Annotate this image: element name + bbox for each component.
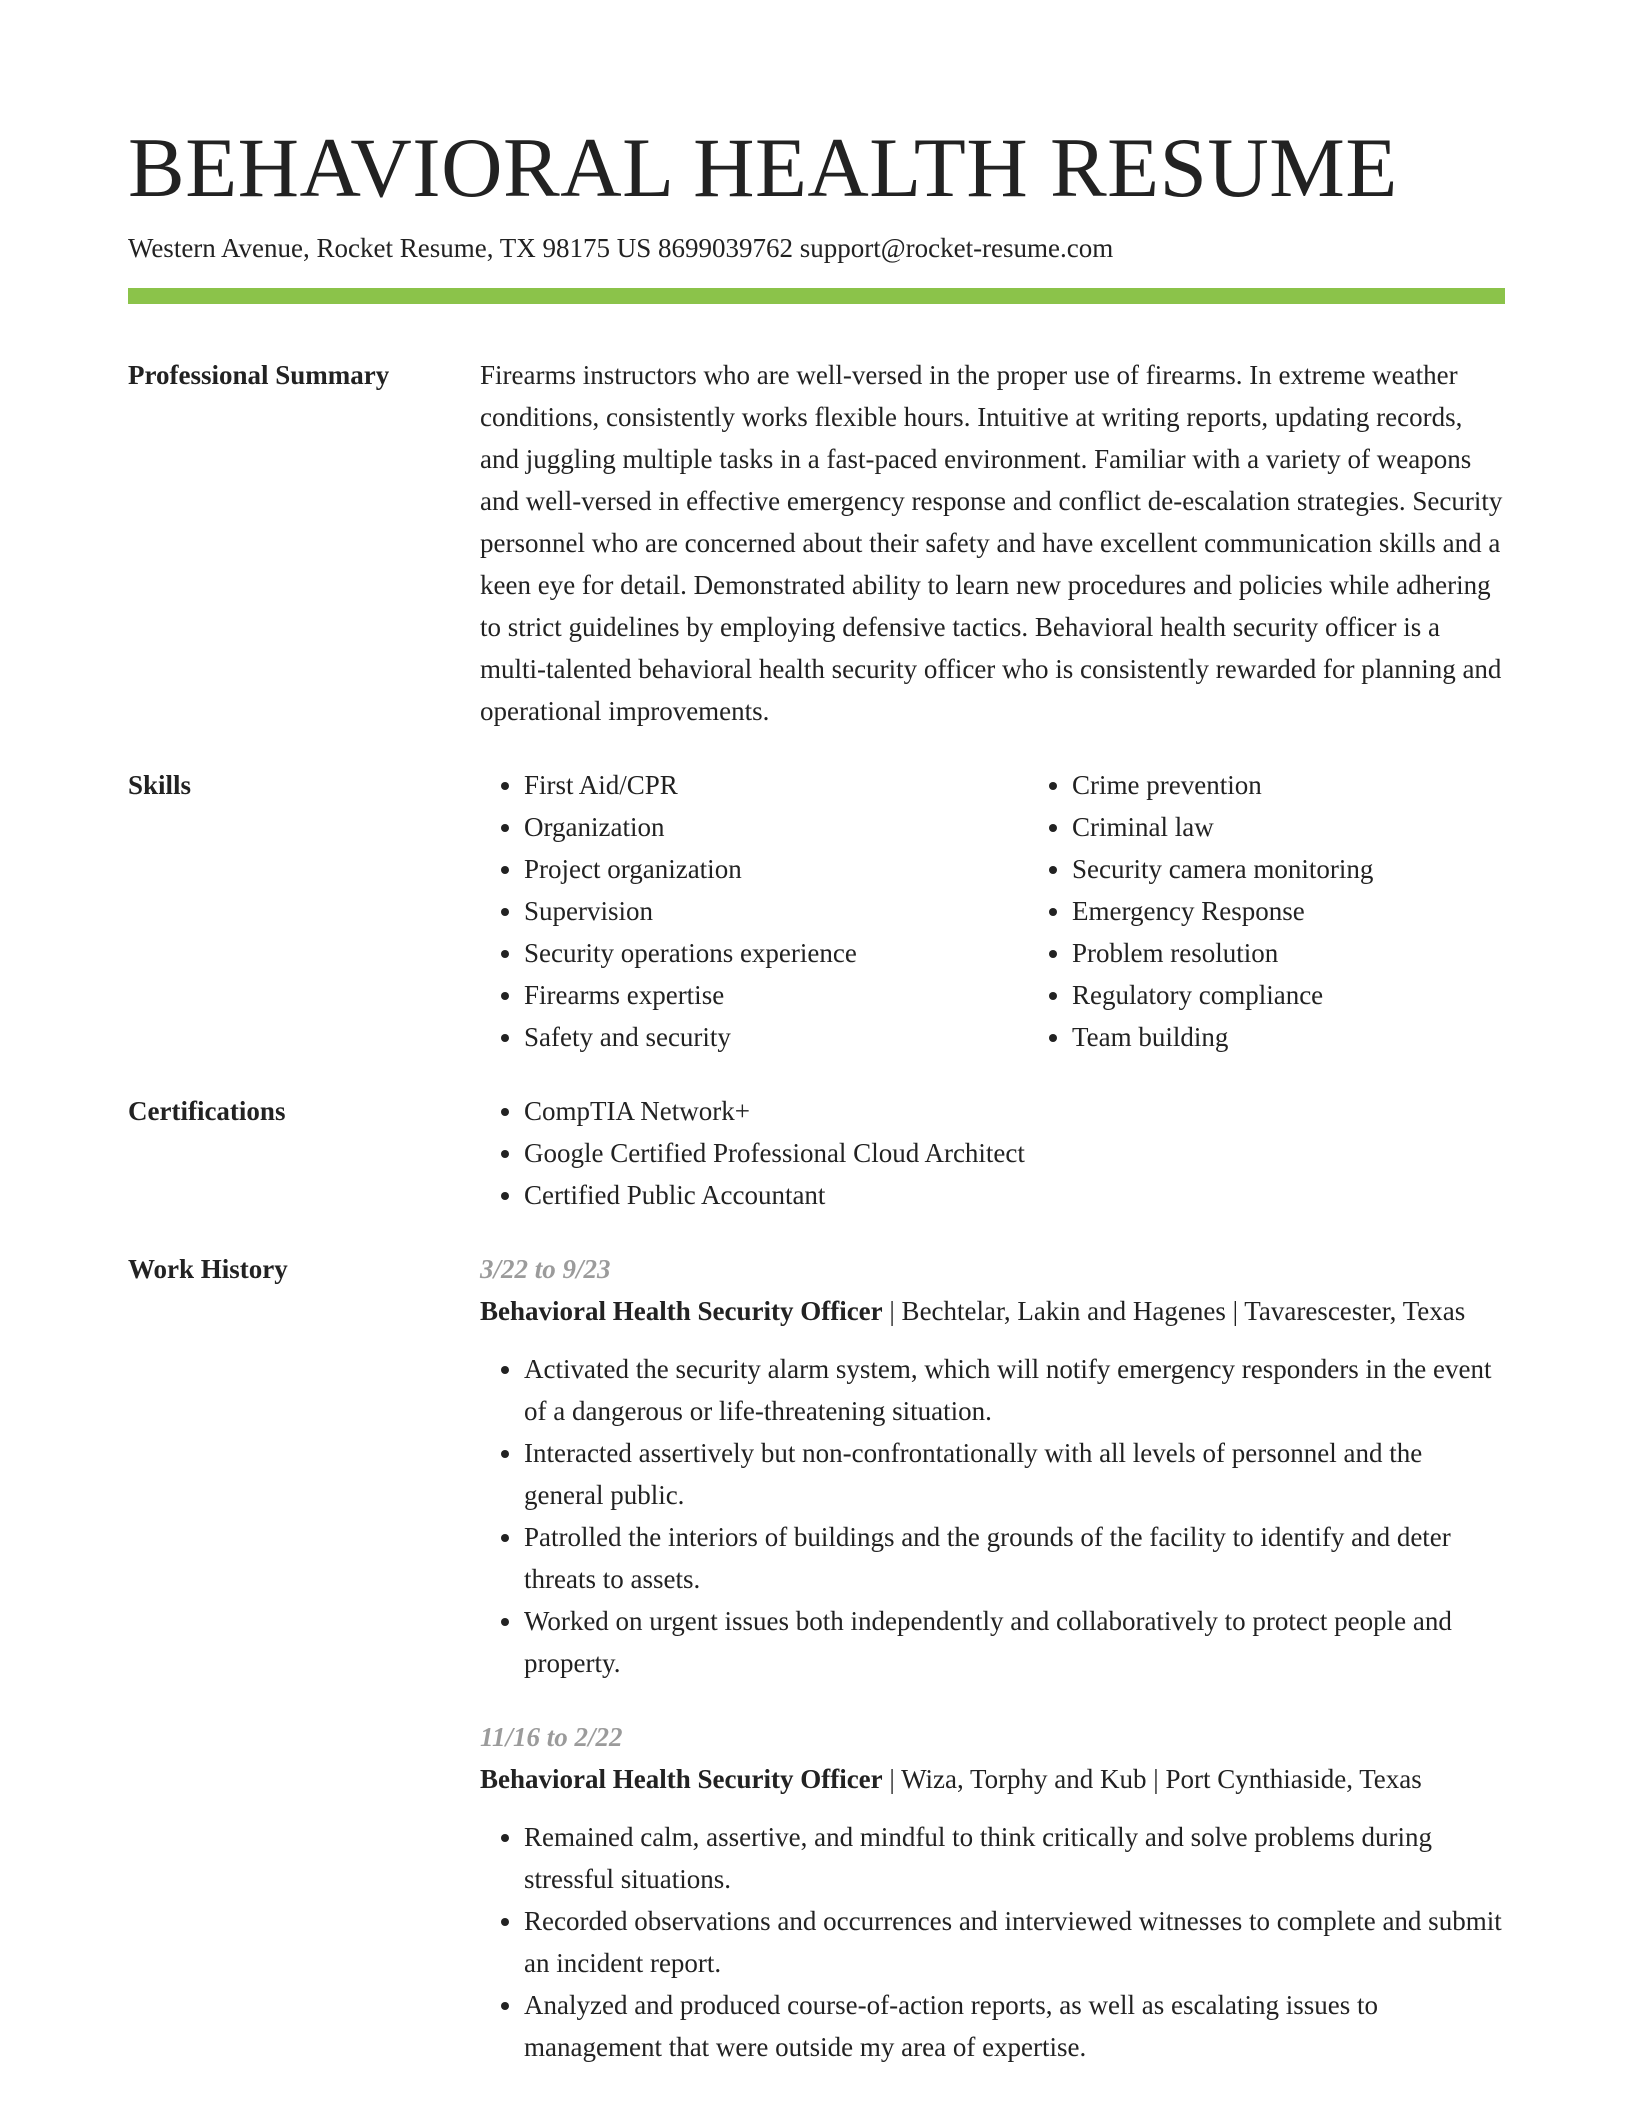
resume-page bbox=[128, 0, 1505, 2068]
skill-item: • Security operations experience bbox=[524, 932, 1028, 974]
job-details: | Bechtelar, Lakin and Hagenes | Tavarescester, Texas bbox=[882, 1296, 1466, 1326]
job-bullet: • Recorded observations and occurrences and interviewed witnesses to complete and submit an incident report. bbox=[524, 1900, 1505, 1984]
skills-columns bbox=[480, 764, 1576, 1058]
work-history-section bbox=[128, 1248, 1505, 2068]
skill-item: • Criminal law bbox=[1072, 806, 1576, 848]
job-title: Behavioral Health Security Officer bbox=[480, 1296, 883, 1326]
skill-item: • Team building bbox=[1072, 1016, 1576, 1058]
job-bullet: • Interacted assertively but non-confrontationally with all levels of personnel and the general public. bbox=[524, 1432, 1505, 1516]
skill-item: • Regulatory compliance bbox=[1072, 974, 1576, 1016]
skill-item: • Firearms expertise bbox=[524, 974, 1028, 1016]
skill-item: • Security camera monitoring bbox=[1072, 848, 1576, 890]
summary-section bbox=[128, 354, 1505, 732]
section-label-skills: Skills bbox=[128, 770, 192, 800]
work-history-body bbox=[480, 1248, 1505, 2068]
accent-divider bbox=[128, 288, 1505, 304]
certifications-list bbox=[480, 1090, 1505, 1216]
skill-item: • Emergency Response bbox=[1072, 890, 1576, 932]
job-dates: 11/16 to 2/22 bbox=[480, 1722, 623, 1752]
job-bullet: • Analyzed and produced course-of-action reports, as well as escalating issues to management that were outside my area of expertise. bbox=[524, 1984, 1505, 2068]
job-title: Behavioral Health Security Officer bbox=[480, 1764, 883, 1794]
certification-item: • Google Certified Professional Cloud Architect bbox=[524, 1132, 1505, 1174]
summary-text: Firearms instructors who are well-versed in the proper use of firearms. In extreme weather conditions, consistently works flexible hours. Intuitive at writing reports, updating records, and juggling multiple tasks in a fast-paced environment. Familiar with a variety of weapons and well-versed in effective emergency response and conflict de-escalation strategies. Security personnel who are concerned about their safety and have excellent communication skills and a keen eye for detail. Demonstrated ability to learn new procedures and policies while adhering to strict guidelines by employing defensive tactics. Behavioral health security officer is a multi-talented behavioral health security officer who is consistently rewarded for planning and operational improvements. bbox=[480, 360, 1503, 726]
skill-item: • Supervision bbox=[524, 890, 1028, 932]
certifications-body bbox=[480, 1090, 1505, 1216]
job-bullet: • Patrolled the interiors of buildings and the grounds of the facility to identify and deter threats to assets. bbox=[524, 1516, 1505, 1600]
certifications-section bbox=[128, 1090, 1505, 1216]
job-entry bbox=[480, 1716, 1505, 2068]
skills-list-left bbox=[480, 764, 1028, 1058]
skill-item: • Project organization bbox=[524, 848, 1028, 890]
job-bullet: • Remained calm, assertive, and mindful to think critically and solve problems during stressful situations. bbox=[524, 1816, 1505, 1900]
job-details: | Wiza, Torphy and Kub | Port Cynthiaside, Texas bbox=[882, 1764, 1422, 1794]
skills-list-right bbox=[1028, 764, 1576, 1058]
job-entry bbox=[480, 1248, 1505, 1684]
section-label-summary: Professional Summary bbox=[128, 360, 390, 390]
section-label-certifications: Certifications bbox=[128, 1096, 286, 1126]
job-bullets bbox=[480, 1816, 1505, 2068]
contact-line: Western Avenue, Rocket Resume, TX 98175 US 8699039762 support@rocket-resume.com bbox=[128, 233, 1114, 263]
certification-item: • Certified Public Accountant bbox=[524, 1174, 1505, 1216]
certification-item: • CompTIA Network+ bbox=[524, 1090, 1505, 1132]
job-bullets bbox=[480, 1348, 1505, 1684]
job-heading bbox=[480, 1758, 1505, 1800]
skill-item: • Crime prevention bbox=[1072, 764, 1576, 806]
skill-item: • Organization bbox=[524, 806, 1028, 848]
skill-item: • Safety and security bbox=[524, 1016, 1028, 1058]
skill-item: • First Aid/CPR bbox=[524, 764, 1028, 806]
job-bullet: • Activated the security alarm system, which will notify emergency responders in the event of a dangerous or life-threatening situation. bbox=[524, 1348, 1505, 1432]
skills-section bbox=[128, 764, 1505, 1058]
resume-title: BEHAVIORAL HEALTH RESUME bbox=[128, 121, 1398, 215]
job-dates: 3/22 to 9/23 bbox=[480, 1254, 611, 1284]
skill-item: • Problem resolution bbox=[1072, 932, 1576, 974]
section-label-work-history: Work History bbox=[128, 1254, 288, 1284]
job-heading bbox=[480, 1290, 1505, 1332]
job-bullet: • Worked on urgent issues both independently and collaboratively to protect people and property. bbox=[524, 1600, 1505, 1684]
